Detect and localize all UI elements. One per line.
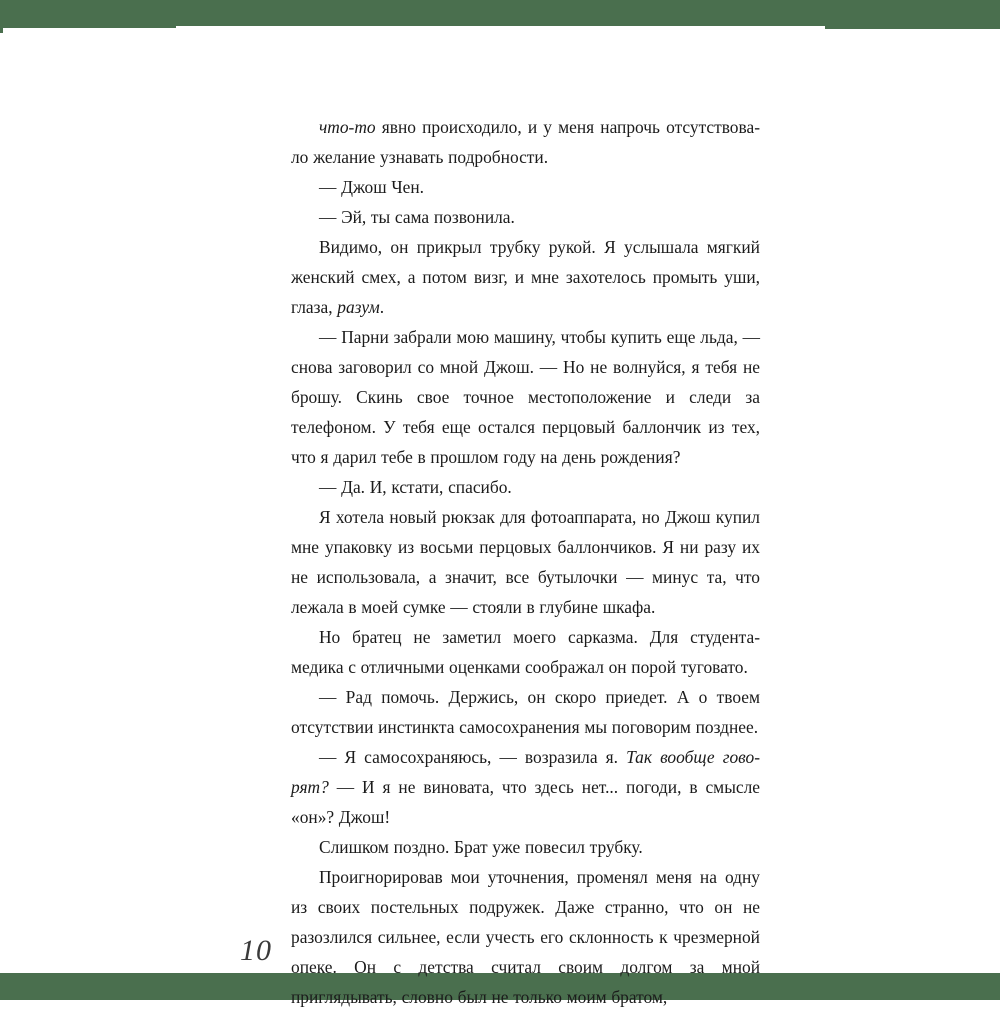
text-run-normal: явно происходило, и у меня напрочь отсутствовало желание узнавать подробности. (291, 117, 760, 167)
text-run-normal: Проигнорировав мои уточнения, променял меня на одну из своих постельных подружек. Даже странно, что он не разозлился сильнее, если учесть его склонность к чрезмерной опеке. Он с детства считал своим долгом за мной приглядывать, словно был не только моим братом, (291, 867, 760, 1007)
paragraph-p7 (291, 502, 760, 622)
text-run-italic: разум (337, 297, 380, 317)
text-run-normal: — Джош Чен. (319, 177, 424, 197)
paragraph-p4 (291, 232, 760, 322)
text-run-normal: — И я не виновата, что здесь нет... погоди, в смысле «он»? Джош! (291, 777, 760, 827)
text-run-normal: Видимо, он прикрыл трубку рукой. Я услышала мягкий женский смех, а потом визг, и мне захотелось промыть уши, глаза, (291, 237, 760, 317)
left-green-edge-strip (0, 0, 3, 33)
paragraph-p10 (291, 742, 760, 832)
text-run-normal: — Эй, ты сама позвонила. (319, 207, 515, 227)
text-run-normal: — Я самосохраняюсь, — возразила я. (319, 747, 627, 767)
paragraph-p6 (291, 472, 760, 502)
paragraph-p1 (291, 112, 760, 172)
text-run-normal: — Рад помочь. Держись, он скоро приедет. А о твоем отсутствии инстинкта самосохранения мы поговорим позднее. (291, 687, 760, 737)
paragraph-p2 (291, 172, 760, 202)
text-run-normal: — Да. И, кстати, спасибо. (319, 477, 512, 497)
paragraph-p8 (291, 622, 760, 682)
top-green-band-left (0, 0, 176, 28)
text-run-normal: Но братец не заметил моего сарказма. Для студента-медика с отличными оценками соображал он порой туговато. (291, 627, 760, 677)
top-green-band-right (825, 0, 1000, 29)
text-run-italic: что-то (319, 117, 376, 137)
text-run-normal: Я хотела новый рюкзак для фотоаппарата, но Джош купил мне упаковку из восьми перцовых баллончиков. Я ни разу их не использовала, а значит, все бутылочки — минус та, что лежала в моей сумке — стояли в глубине шкафа. (291, 507, 760, 617)
text-run-normal: Слишком поздно. Брат уже повесил трубку. (319, 837, 643, 857)
paragraph-p5 (291, 322, 760, 472)
paragraph-p3 (291, 202, 760, 232)
book-page-text-column (291, 112, 760, 1012)
paragraph-p9 (291, 682, 760, 742)
paragraph-p11 (291, 832, 760, 862)
page-number-folio: 10 (240, 934, 272, 967)
text-run-normal: . (379, 297, 385, 317)
top-green-band-middle (176, 0, 825, 26)
paragraph-p12 (291, 862, 760, 1012)
text-run-normal: — Парни забрали мою машину, чтобы купить еще льда, — снова заговорил со мной Джош. — Но не волнуйся, я тебя не брошу. Скинь свое точное местоположение и следи за телефоном. У тебя еще остался перцовый баллончик из тех, что я дарил тебе в прошлом году на день рождения? (291, 327, 760, 467)
text-run-italic: Так вообще говорят? (291, 747, 760, 797)
